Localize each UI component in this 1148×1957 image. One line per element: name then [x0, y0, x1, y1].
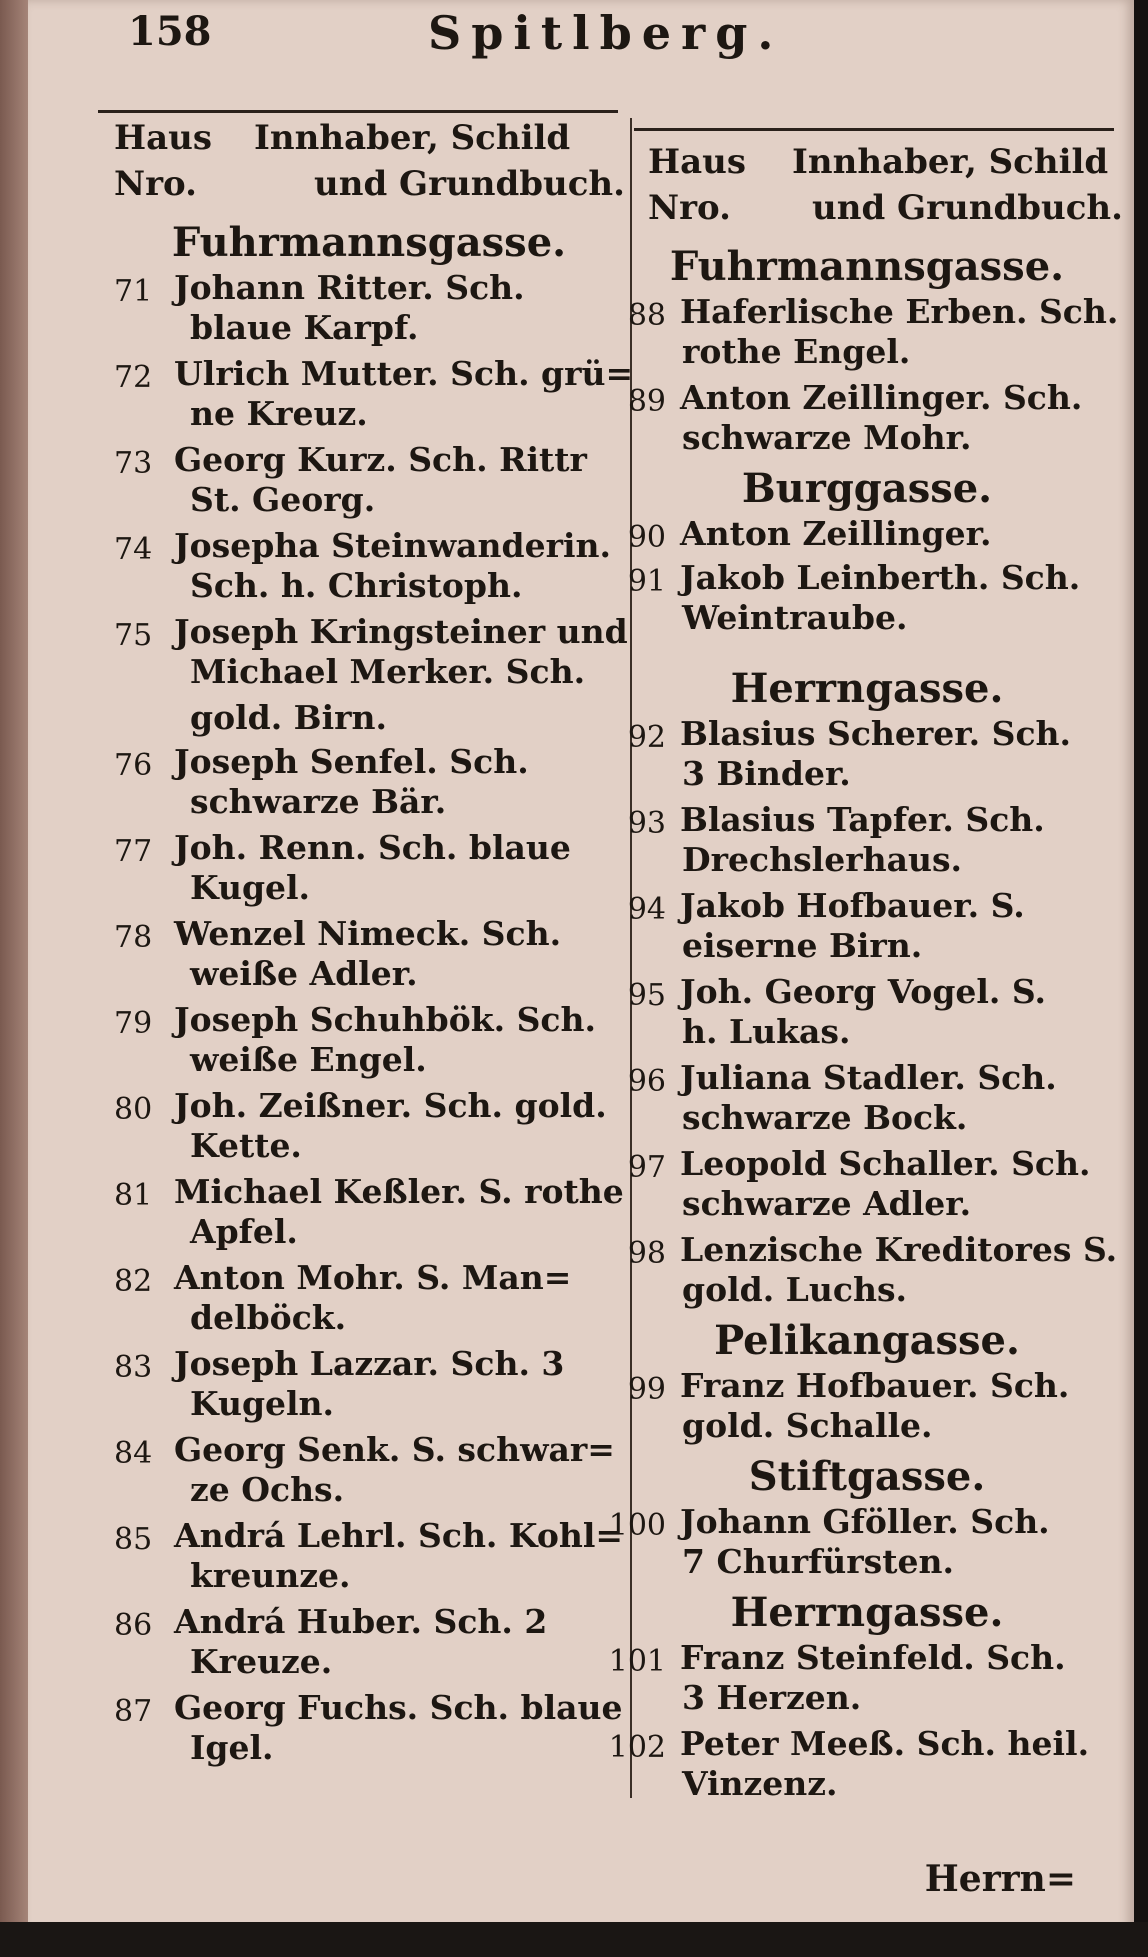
house-entry — [612, 1144, 1122, 1230]
entry-sign: ne Kreuz. — [190, 394, 368, 433]
entry-sign: Vinzenz. — [682, 1764, 838, 1803]
header-nro: Nro. — [648, 188, 731, 228]
entry-owner: Georg Kurz. Sch. Rittr — [174, 440, 587, 479]
book-page — [28, 0, 1134, 1957]
house-number: 84 — [114, 1436, 153, 1471]
header-haus: Haus — [648, 142, 747, 182]
house-number: 89 — [627, 384, 666, 419]
house-entry — [612, 714, 1122, 800]
house-number: 88 — [627, 298, 666, 333]
entry-sign: blaue Karpf. — [190, 308, 419, 347]
house-number: 79 — [114, 1006, 153, 1041]
street-heading: Fuhrmannsgasse. — [171, 219, 567, 266]
house-number: 71 — [114, 274, 153, 309]
header-grundbuch: und Grundbuch. — [314, 164, 625, 204]
house-entry — [114, 268, 624, 354]
entry-owner: Georg Senk. S. schwar= — [174, 1430, 615, 1469]
entry-owner: Anton Zeillinger. — [680, 514, 992, 553]
entry-owner: Joseph Kringsteiner und — [174, 612, 628, 651]
house-entry — [114, 1430, 624, 1516]
header-rule-left — [98, 110, 618, 113]
entry-sign: rothe Engel. — [682, 332, 911, 371]
book-binding-edge — [0, 0, 28, 1957]
entry-owner: Joh. Zeißner. Sch. gold. — [174, 1086, 607, 1125]
house-entry — [114, 1688, 624, 1774]
entry-owner: Wenzel Nimeck. Sch. — [174, 914, 562, 953]
entry-sign: ze Ochs. — [190, 1470, 345, 1509]
entry-owner: Joseph Senfel. Sch. — [174, 742, 529, 781]
street-heading: Fuhrmannsgasse. — [669, 243, 1065, 290]
house-number: 76 — [114, 748, 153, 783]
house-entry — [612, 1366, 1122, 1452]
house-number: 78 — [114, 920, 153, 955]
house-number: 82 — [114, 1264, 153, 1299]
entry-owner: Haferlische Erben. Sch. — [680, 292, 1119, 331]
house-entry — [612, 514, 1122, 558]
house-number: 81 — [114, 1178, 153, 1213]
entry-owner: Joh. Georg Vogel. S. — [680, 972, 1047, 1011]
entry-owner: Joseph Schuhbök. Sch. — [174, 1000, 596, 1039]
page-number: 158 — [128, 8, 212, 55]
entry-owner: Josepha Steinwanderin. — [174, 526, 611, 565]
house-number: 80 — [114, 1092, 153, 1127]
entry-sign: gold. Birn. — [190, 698, 387, 737]
street-heading: Pelikangasse. — [714, 1317, 1020, 1364]
house-number: 90 — [627, 520, 666, 555]
right-column — [608, 118, 1123, 1810]
house-number: 73 — [114, 446, 153, 481]
entry-owner: Johann Ritter. Sch. — [174, 268, 525, 307]
street-heading: Stiftgasse. — [748, 1453, 986, 1500]
house-entry — [114, 354, 634, 440]
entry-owner: Jakob Hofbauer. S. — [680, 886, 1025, 925]
house-entry — [612, 1058, 1122, 1144]
entry-owner: Franz Steinfeld. Sch. — [680, 1638, 1066, 1677]
entry-owner: Joseph Lazzar. Sch. 3 — [174, 1344, 565, 1383]
house-entry — [114, 1516, 624, 1602]
entry-sign: 7 Churfürsten. — [682, 1542, 954, 1581]
entry-owner: Jakob Leinberth. Sch. — [680, 558, 1081, 597]
entry-owner: Blasius Scherer. Sch. — [680, 714, 1072, 753]
entry-sign: 3 Binder. — [682, 754, 851, 793]
entry-sign: Apfel. — [190, 1212, 298, 1251]
entry-sign: Kette. — [190, 1126, 302, 1165]
entry-sign: schwarze Bär. — [190, 782, 447, 821]
entry-sign: gold. Luchs. — [682, 1270, 908, 1309]
house-number: 98 — [627, 1236, 666, 1271]
entry-owner: Michael Keßler. S. rothe — [174, 1172, 624, 1211]
house-entry — [114, 1172, 624, 1258]
house-entry — [612, 292, 1122, 378]
house-number: 74 — [114, 532, 153, 567]
entry-sign: eiserne Birn. — [682, 926, 923, 965]
house-number: 93 — [627, 806, 666, 841]
house-entry-continuation — [114, 698, 624, 742]
entry-sign: Weintraube. — [682, 598, 908, 637]
house-entry — [612, 558, 1122, 644]
entry-owner: Leopold Schaller. Sch. — [680, 1144, 1091, 1183]
house-number: 72 — [114, 360, 153, 395]
house-number: 91 — [627, 564, 666, 599]
house-number: 101 — [608, 1644, 666, 1679]
entry-owner: Lenzische Kreditores S. — [680, 1230, 1118, 1269]
entry-sign: delböck. — [190, 1298, 347, 1337]
running-title: Spitlberg. — [428, 6, 784, 60]
house-entry — [114, 1344, 624, 1430]
house-number: 92 — [627, 720, 666, 755]
entry-sign: Igel. — [190, 1728, 274, 1767]
entry-owner: Franz Hofbauer. Sch. — [680, 1366, 1070, 1405]
house-entry — [114, 1602, 624, 1688]
street-heading: Burggasse. — [741, 465, 993, 512]
entry-sign: kreunze. — [190, 1556, 351, 1595]
entry-sign: schwarze Adler. — [682, 1184, 972, 1223]
house-entry — [114, 440, 624, 526]
entry-sign: Kreuze. — [190, 1642, 333, 1681]
entry-sign: h. Lukas. — [682, 1012, 851, 1051]
page-header — [28, 2, 1134, 62]
entry-owner: Johann Gföller. Sch. — [680, 1502, 1050, 1541]
house-number: 86 — [114, 1608, 153, 1643]
entry-owner: Juliana Stadler. Sch. — [680, 1058, 1057, 1097]
house-number: 94 — [627, 892, 666, 927]
street-heading: Herrngasse. — [730, 665, 1004, 712]
house-entry — [114, 914, 624, 1000]
house-entry — [114, 612, 628, 698]
house-entry — [114, 1086, 624, 1172]
house-number: 83 — [114, 1350, 153, 1385]
entry-sign: Sch. h. Christoph. — [190, 566, 523, 605]
house-number: 85 — [114, 1522, 153, 1557]
entry-owner: Peter Meeß. Sch. heil. — [680, 1724, 1090, 1763]
house-entry — [608, 1638, 1122, 1724]
entry-sign: gold. Schalle. — [682, 1406, 933, 1445]
header-innhaber: Innhaber, Schild — [792, 142, 1109, 182]
entry-sign: Drechslerhaus. — [682, 840, 963, 879]
entry-sign: Kugel. — [190, 868, 311, 907]
header-nro: Nro. — [114, 164, 197, 204]
entry-owner: Anton Zeillinger. Sch. — [680, 378, 1083, 417]
house-entry — [114, 1000, 624, 1086]
catchword: Herrn= — [924, 1858, 1076, 1900]
entry-owner: Ulrich Mutter. Sch. grü= — [174, 354, 634, 393]
house-entry — [612, 886, 1122, 972]
house-number: 95 — [627, 978, 666, 1013]
header-grundbuch: und Grundbuch. — [812, 188, 1123, 228]
house-number: 77 — [114, 834, 153, 869]
house-entry — [114, 828, 624, 914]
header-innhaber: Innhaber, Schild — [254, 118, 571, 158]
house-entry — [612, 972, 1122, 1058]
entry-owner: Anton Mohr. S. Man= — [174, 1258, 572, 1297]
scan-bottom-band — [0, 1922, 1148, 1957]
entry-sign: weiße Engel. — [190, 1040, 427, 1079]
entry-sign: schwarze Bock. — [682, 1098, 968, 1137]
house-entry — [114, 742, 624, 828]
house-entry — [114, 526, 624, 612]
house-number: 87 — [114, 1694, 153, 1729]
house-number: 99 — [627, 1372, 666, 1407]
right-column-header — [612, 118, 1123, 228]
entry-sign: 3 Herzen. — [682, 1678, 862, 1717]
entry-owner: Blasius Tapfer. Sch. — [680, 800, 1045, 839]
page-right-edge — [1134, 0, 1148, 1957]
house-entry — [612, 800, 1122, 886]
house-entry — [608, 1502, 1122, 1588]
entry-sign: Kugeln. — [190, 1384, 335, 1423]
entry-sign: weiße Adler. — [190, 954, 418, 993]
entry-owner: Joh. Renn. Sch. blaue — [174, 828, 571, 867]
house-entry — [608, 1724, 1122, 1810]
house-number: 97 — [627, 1150, 666, 1185]
street-heading: Herrngasse. — [730, 1589, 1004, 1636]
house-entry — [612, 1230, 1122, 1316]
entry-owner: Georg Fuchs. Sch. blaue — [174, 1688, 623, 1727]
entry-owner: Andrá Huber. Sch. 2 — [174, 1602, 548, 1641]
house-number: 96 — [627, 1064, 666, 1099]
house-number: 100 — [608, 1508, 666, 1543]
house-number: 75 — [114, 618, 153, 653]
entry-sign: St. Georg. — [190, 480, 376, 519]
entry-sign: Michael Merker. Sch. — [190, 652, 586, 691]
left-column — [114, 118, 634, 1774]
header-haus: Haus — [114, 118, 213, 158]
house-entry — [612, 378, 1122, 464]
left-column-header — [114, 118, 624, 218]
entry-owner: Andrá Lehrl. Sch. Kohl= — [174, 1516, 624, 1555]
entry-sign: schwarze Mohr. — [682, 418, 972, 457]
house-number: 102 — [608, 1730, 666, 1765]
house-entry — [114, 1258, 624, 1344]
